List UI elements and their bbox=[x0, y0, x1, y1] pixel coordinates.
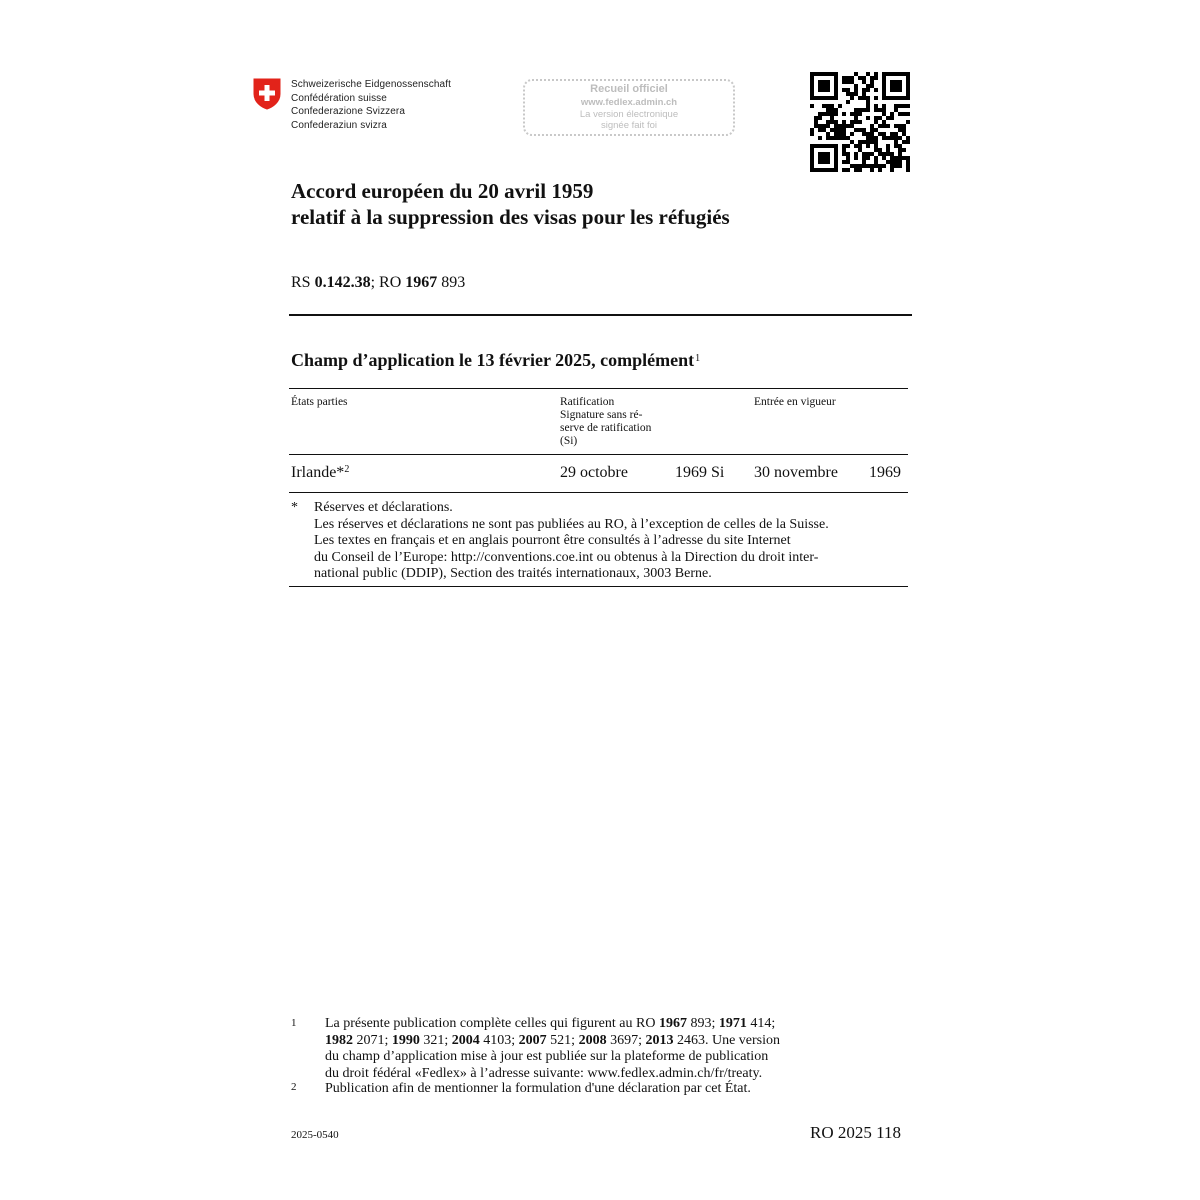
document-number: 2025-0540 bbox=[291, 1129, 339, 1141]
stamp-text-2: signée fait foi bbox=[601, 120, 657, 131]
table-row-ratification-year: 1969 Si bbox=[675, 464, 725, 481]
header-entry: Entrée en vigueur bbox=[754, 396, 836, 408]
table-row-entry-date: 30 novembre bbox=[754, 464, 838, 481]
document-title bbox=[291, 178, 730, 230]
header-ratification: Ratification Signature sans ré- serve de ratification (Si) bbox=[560, 396, 652, 447]
table-top-rule bbox=[289, 388, 908, 389]
footnote-1 bbox=[325, 1016, 780, 1082]
confed-name-it: Confederazione Svizzera bbox=[291, 106, 406, 117]
ro-year: 1967 bbox=[405, 274, 438, 291]
confederation-names bbox=[291, 78, 451, 132]
title-line-1: Accord européen du 20 avril 1959 bbox=[291, 179, 594, 203]
stamp-url: www.fedlex.admin.ch bbox=[580, 97, 678, 108]
footnote-1-line-2: 1982 2071; 1990 321; 2004 4103; 2007 521; 2008 3697; 2013 2463. Une version bbox=[325, 1032, 780, 1048]
title-line-2: relatif à la suppression des visas pour les réfugiés bbox=[291, 205, 730, 229]
section-heading: Champ d’application le 13 février 2025, complément$^1$ bbox=[291, 350, 701, 370]
stamp-text-1: La version électronique bbox=[579, 109, 679, 120]
stamp-title: Recueil officiel bbox=[590, 83, 668, 95]
footnote-ref-2: 2 bbox=[344, 464, 350, 475]
table-row-ratification-date: 29 octobre bbox=[560, 464, 628, 481]
table-row-rule bbox=[289, 492, 908, 493]
footnote-2: Publication afin de mentionner la formulation d'une déclaration par cet État. bbox=[325, 1081, 751, 1096]
official-stamp bbox=[523, 79, 735, 136]
table-bottom-rule bbox=[289, 586, 908, 587]
footnote-1-line-4: du droit fédéral «Fedlex» à l’adresse suivante: www.fedlex.admin.ch/fr/treaty. bbox=[325, 1065, 763, 1081]
confed-name-rm: Confederaziun svizra bbox=[291, 119, 387, 131]
footnote-1-number: 1 bbox=[291, 1017, 297, 1029]
reference-line: RS 0.142.38; RO 1967 893 bbox=[291, 274, 466, 291]
table-row-entry-year: 1969 bbox=[869, 464, 901, 481]
footnote-2-number: 2 bbox=[291, 1081, 297, 1093]
reservations-note: Réserves et déclarations. Les réserves et déclarations ne sont pas publiées au RO, à l’exception de celles de la Suisse. Les textes en français et en anglais pourront être consultés à l’adresse du site Internet du Conseil de l’Europe: http://conventions.coe.int ou obtenus à la Direction du droit inter- national public (DDIP), Section des traités internationaux, 3003 Berne. bbox=[314, 500, 829, 581]
swiss-coat-of-arms-icon bbox=[253, 78, 281, 110]
ro-page-label: RO 2025 118 bbox=[810, 1123, 901, 1142]
note-star: * bbox=[291, 500, 298, 515]
footnote-1-line-1: La présente publication complète celles qui figurent au RO 1967 893; 1971 414; bbox=[325, 1016, 776, 1031]
confed-name-fr: Confédération suisse bbox=[291, 92, 387, 104]
header-states: États parties bbox=[291, 396, 348, 408]
table-row-state: Irlande*$^2$ bbox=[291, 464, 350, 481]
footnote-1-line-3: du champ d’application mise à jour est publiée sur la plateforme de publication bbox=[325, 1049, 769, 1064]
confed-name-de: Schweizerische Eidgenossenschaft bbox=[291, 79, 451, 90]
divider bbox=[289, 314, 912, 316]
qr-code-icon bbox=[810, 72, 910, 172]
footnote-ref-1: 1 bbox=[695, 353, 701, 364]
rs-number: 0.142.38 bbox=[314, 274, 371, 291]
table-header-rule bbox=[289, 454, 908, 455]
